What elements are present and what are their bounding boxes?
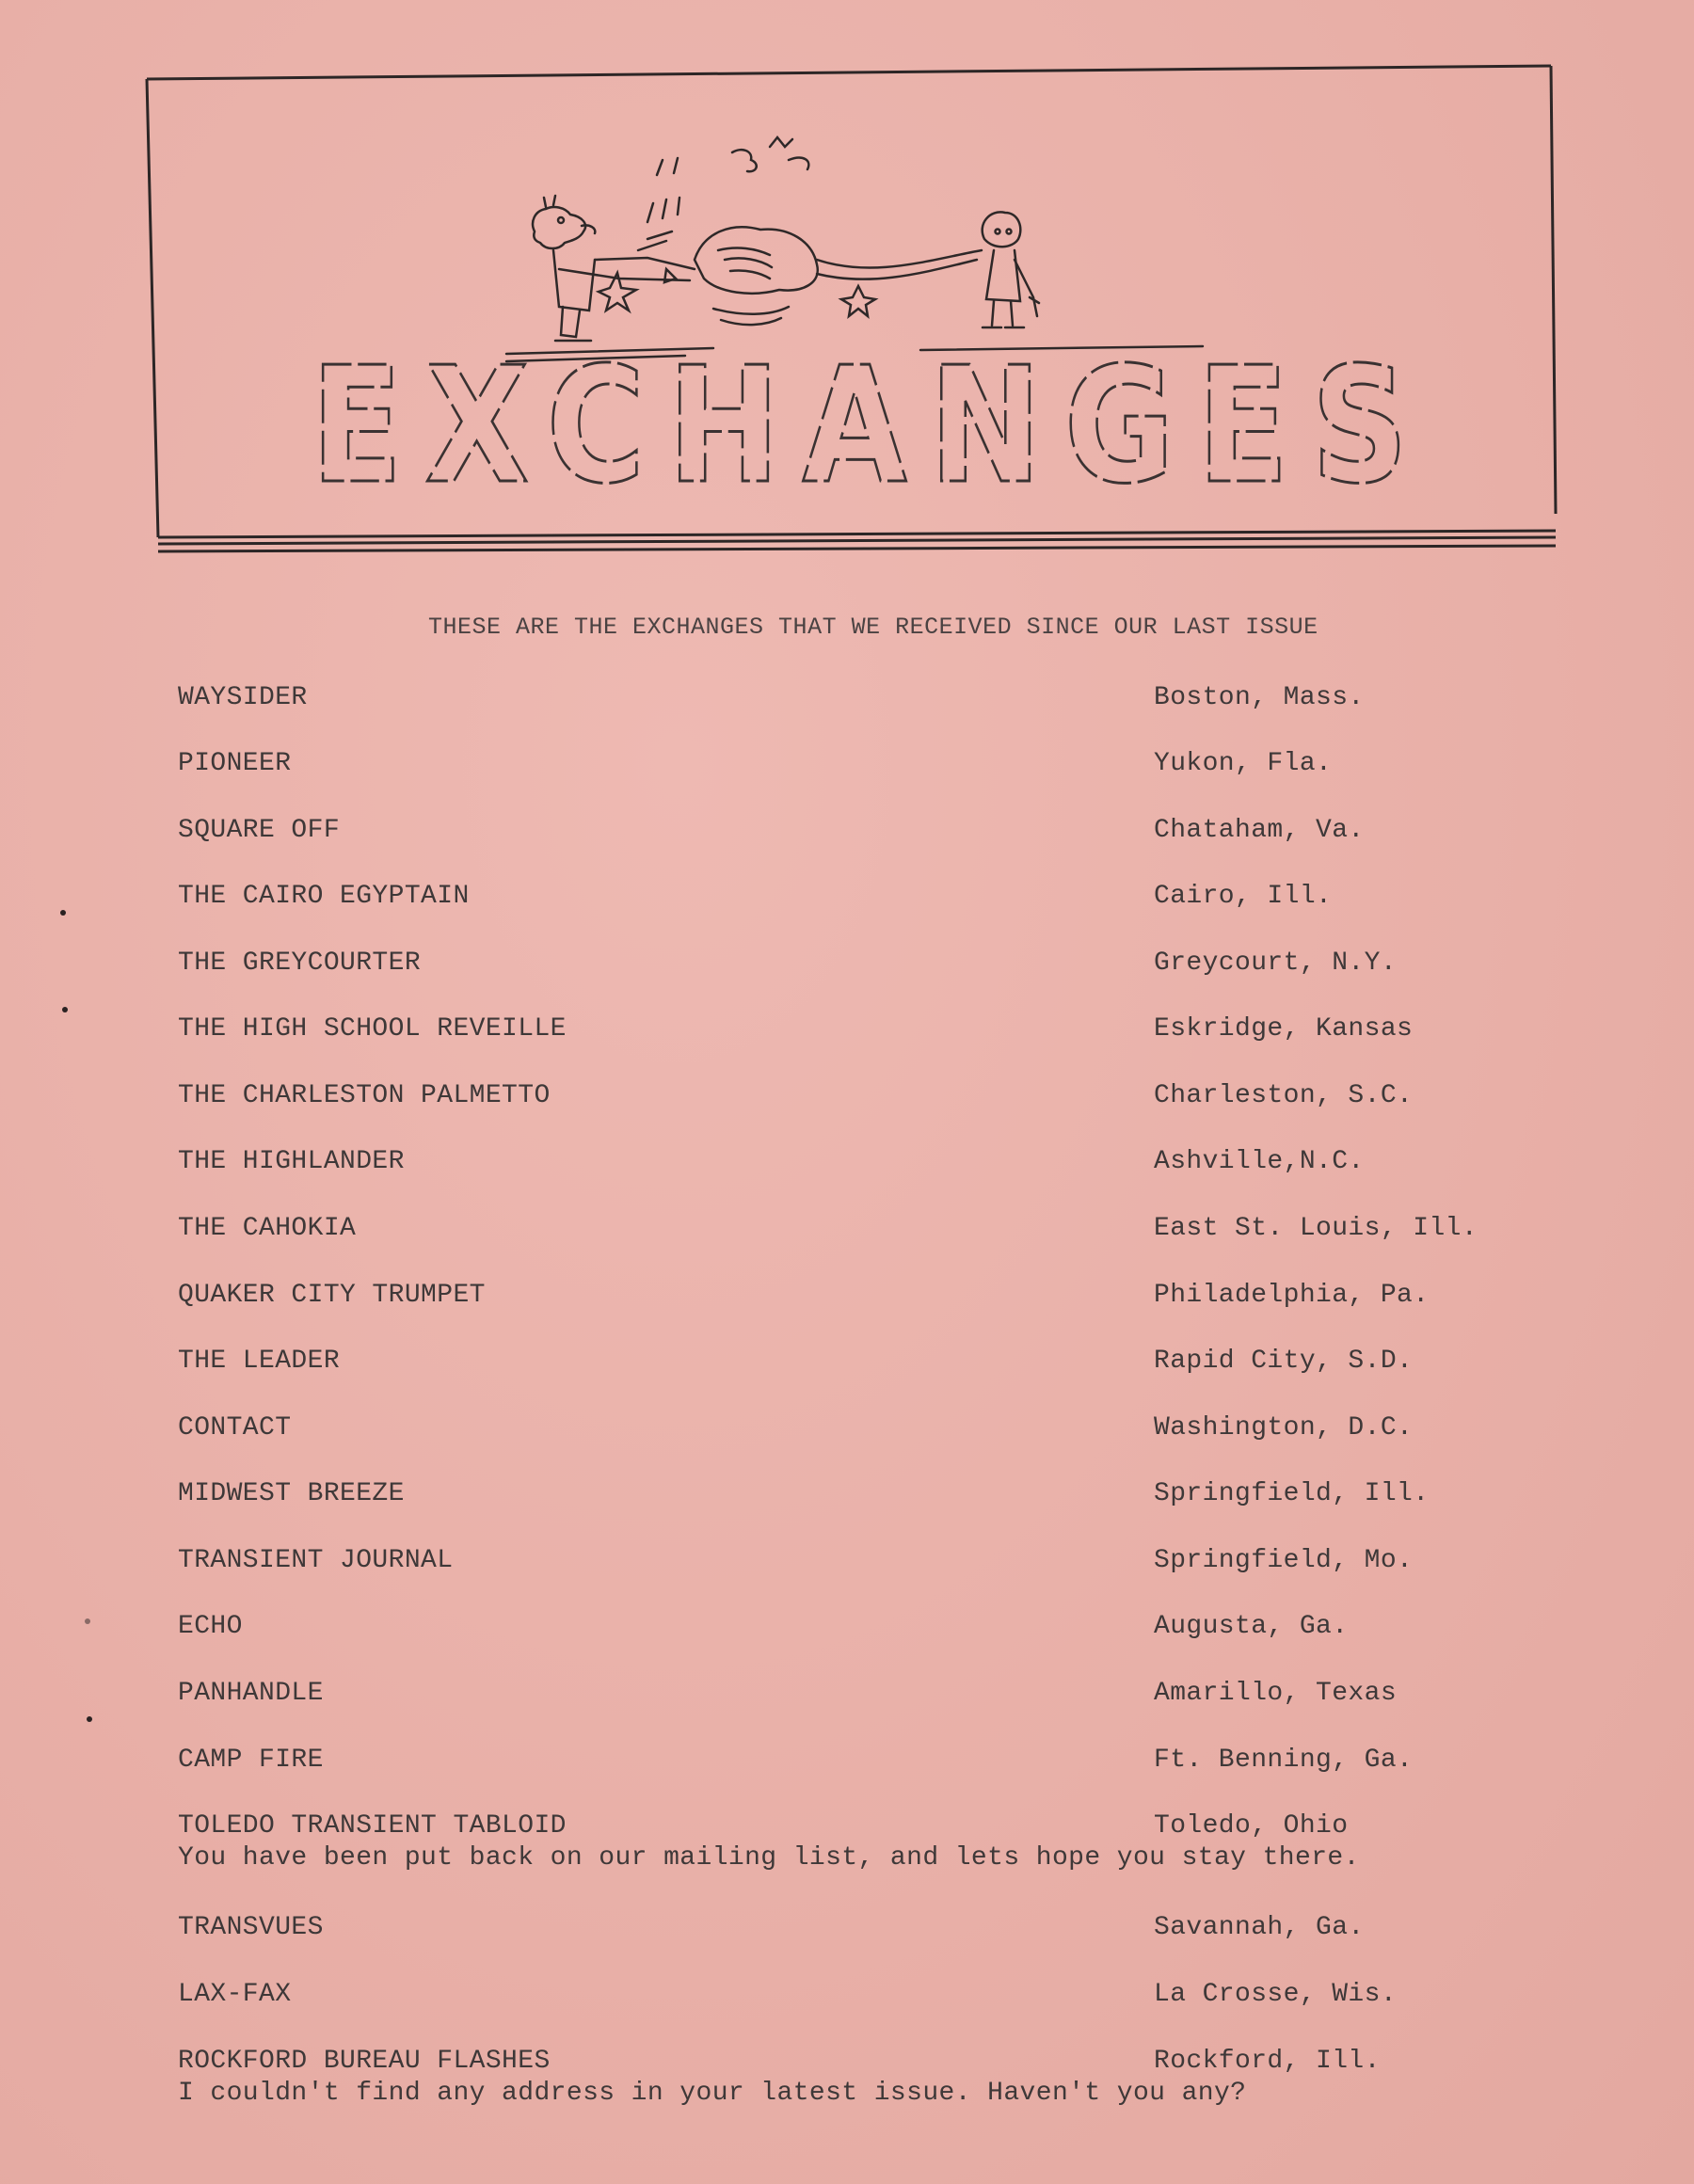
- publication-name: ROCKFORD BUREAU FLASHES: [178, 2047, 551, 2076]
- publication-name: TOLEDO TRANSIENT TABLOID: [178, 1811, 567, 1841]
- list-item: [0, 1014, 1694, 1071]
- list-item: [0, 1980, 1694, 2036]
- publication-location: Ft. Benning, Ga.: [1154, 1746, 1414, 1775]
- masthead-stencil: [311, 333, 1430, 519]
- publication-name: PANHANDLE: [178, 1679, 324, 1708]
- list-item: [0, 2047, 1694, 2122]
- publication-location: Amarillo, Texas: [1154, 1679, 1398, 1708]
- list-item: [0, 949, 1694, 1005]
- list-item: [0, 1081, 1694, 1138]
- publication-name: SQUARE OFF: [178, 816, 341, 845]
- list-item: [0, 1811, 1694, 1887]
- list-item: [0, 683, 1694, 740]
- publication-name: CAMP FIRE: [178, 1746, 324, 1775]
- list-item: [0, 1413, 1694, 1470]
- publication-name: THE CAIRO EGYPTAIN: [178, 882, 470, 911]
- exchanges-subtitle: THESE ARE THE EXCHANGES THAT WE RECEIVED SINCE OUR LAST ISSUE: [428, 614, 1318, 641]
- publication-note: I couldn't find any address in your latest issue. Haven't you any?: [178, 2079, 1247, 2108]
- publication-name: QUAKER CITY TRUMPET: [178, 1281, 486, 1310]
- publication-location: Savannah, Ga.: [1154, 1913, 1365, 1942]
- publication-location: Philadelphia, Pa.: [1154, 1281, 1430, 1310]
- publication-name: ECHO: [178, 1612, 243, 1641]
- publication-location: Springfield, Ill.: [1154, 1479, 1430, 1508]
- publication-name: THE HIGH SCHOOL REVEILLE: [178, 1014, 567, 1044]
- publication-location: Washington, D.C.: [1154, 1413, 1414, 1443]
- list-item: [0, 1214, 1694, 1270]
- list-item: [0, 1479, 1694, 1536]
- publication-location: Eskridge, Kansas: [1154, 1014, 1414, 1044]
- publication-name: CONTACT: [178, 1413, 292, 1443]
- publication-location: Chataham, Va.: [1154, 816, 1365, 845]
- publication-location: Ashville,N.C.: [1154, 1147, 1365, 1176]
- publication-location: Charleston, S.C.: [1154, 1081, 1414, 1110]
- publication-name: THE CHARLESTON PALMETTO: [178, 1081, 551, 1110]
- publication-location: Greycourt, N.Y.: [1154, 949, 1398, 978]
- publication-location: Boston, Mass.: [1154, 683, 1365, 712]
- publication-location: Toledo, Ohio: [1154, 1811, 1349, 1841]
- list-item: [0, 1281, 1694, 1337]
- list-item: [0, 1746, 1694, 1802]
- publication-name: THE CAHOKIA: [178, 1214, 357, 1243]
- list-item: [0, 816, 1694, 872]
- publication-name: TRANSVUES: [178, 1913, 324, 1942]
- list-item: [0, 1612, 1694, 1668]
- list-item: [0, 749, 1694, 805]
- publication-name: THE HIGHLANDER: [178, 1147, 405, 1176]
- masthead-title: EXCHANGES: [311, 333, 1430, 519]
- publication-location: Cairo, Ill.: [1154, 882, 1333, 911]
- publication-name: WAYSIDER: [178, 683, 308, 712]
- publication-location: East St. Louis, Ill.: [1154, 1214, 1478, 1243]
- list-item: [0, 1147, 1694, 1204]
- publication-name: MIDWEST BREEZE: [178, 1479, 405, 1508]
- list-item: [0, 1913, 1694, 1969]
- binder-hole-mark: [60, 910, 66, 916]
- list-item: [0, 1546, 1694, 1602]
- list-item: [0, 1347, 1694, 1403]
- publication-name: THE LEADER: [178, 1347, 341, 1376]
- publication-location: Augusta, Ga.: [1154, 1612, 1349, 1641]
- binder-hole-mark: [85, 1618, 90, 1624]
- publication-location: Rockford, Ill.: [1154, 2047, 1381, 2076]
- publication-name: LAX-FAX: [178, 1980, 292, 2009]
- binder-hole-mark: [62, 1007, 68, 1012]
- publication-note: You have been put back on our mailing list, and lets hope you stay there.: [178, 1843, 1360, 1873]
- publication-location: Rapid City, S.D.: [1154, 1347, 1414, 1376]
- publication-name: TRANSIENT JOURNAL: [178, 1546, 454, 1575]
- binder-hole-mark: [87, 1716, 92, 1722]
- publication-name: THE GREYCOURTER: [178, 949, 422, 978]
- publication-location: Yukon, Fla.: [1154, 749, 1333, 778]
- list-item: [0, 1679, 1694, 1735]
- publication-location: La Crosse, Wis.: [1154, 1980, 1398, 2009]
- publication-name: PIONEER: [178, 749, 292, 778]
- list-item: [0, 882, 1694, 938]
- publication-location: Springfield, Mo.: [1154, 1546, 1414, 1575]
